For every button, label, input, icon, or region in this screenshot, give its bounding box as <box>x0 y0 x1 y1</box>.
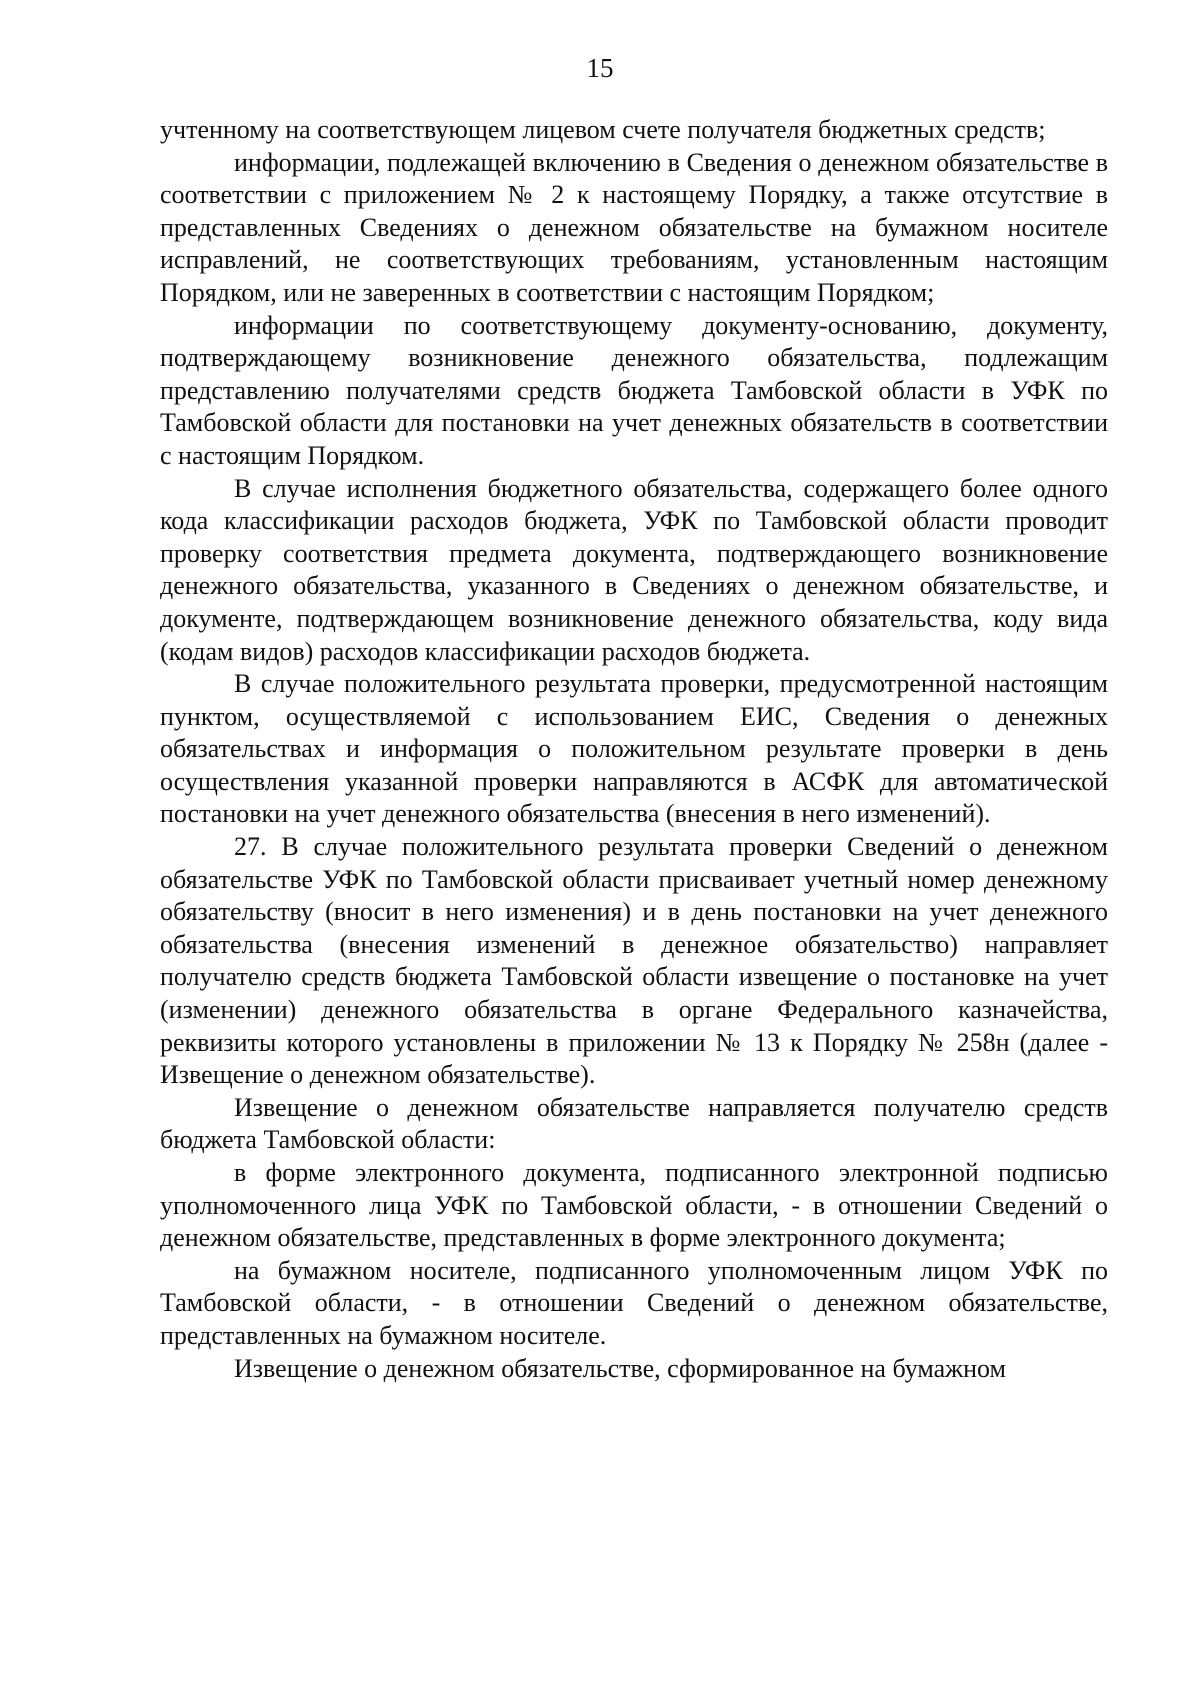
paragraph-notice-sent: Извещение о денежном обязательстве направляется получателю средств бюджета Тамбовской области: <box>160 1092 1108 1155</box>
paragraph-notice-paper-fragment: Извещение о денежном обязательстве, сформированное на бумажном <box>234 1353 1007 1383</box>
paragraph-multiple-codes: В случае исполнения бюджетного обязательства, содержащего более одного кода классификации расходов бюджета, УФК по Тамбовской области проводит проверку соответствия предмета документа, подтверждающего возникновение денежного обязательства, указанного в Сведениях о денежном обязательстве, и документе, подтверждающем возникновение денежного обязательства, коду вида (кодам видов) расходов классификации расходов бюджета. <box>160 473 1108 666</box>
page-number: 15 <box>586 53 614 83</box>
paragraph-electronic-form: в форме электронного документа, подписанного электронной подписью уполномоченного лица УФК по Тамбовской области, - в отношении Сведений о денежном обязательстве, представленных в форме электронного документа; <box>160 1158 1108 1253</box>
paragraph-info-basis-document: информации по соответствующему документу-основанию, документу, подтверждающему возникновение денежного обязательства, подлежащим представлению получателями средств бюджета Тамбовской области в УФК по Тамбовской области для постановки на учет денежных обязательств в соответствии с настоящим Порядком. <box>160 310 1108 470</box>
paragraph-info-included: информации, подлежащей включению в Сведения о денежном обязательстве в соответствии с приложением № 2 к настоящему Порядку, а также отсутствие в представленных Сведениях о денежном обязательстве на бумажном носителе исправлений, не соответствующих требованиям, установленным настоящим Порядком, или не заверенных в соответствии с настоящим Порядком; <box>160 147 1108 307</box>
paragraph-positive-result: В случае положительного результата проверки, предусмотренной настоящим пунктом, осуществляемой с использованием ЕИС, Сведения о денежных обязательствах и информация о положительном результате проверки в день осуществления указанной проверки направляются в АСФК для автоматической постановки на учет денежного обязательства (внесения в него изменений). <box>160 669 1108 829</box>
paragraph-continuation: учтенному на соответствующем лицевом счете получателя бюджетных средств; <box>160 115 1046 144</box>
paragraph-paper-form: на бумажном носителе, подписанного уполномоченным лицом УФК по Тамбовской области, - в отношении Сведений о денежном обязательстве, представленных на бумажном носителе. <box>160 1255 1108 1350</box>
paragraph-item-27: 27. В случае положительного результата проверки Сведений о денежном обязательстве УФК по Тамбовской области присваивает учетный номер денежному обязательству (вносит в него изменения) и в день постановки на учет денежного обязательства (внесения изменений в денежное обязательство) направляет получателю средств бюджета Тамбовской области извещение о постановке на учет (изменении) денежного обязательства в органе Федерального казначейства, реквизиты которого установлены в приложении № 13 к Порядку № 258н (далее - Извещение о денежном обязательстве). <box>160 832 1108 1090</box>
document-body <box>160 114 1108 1385</box>
